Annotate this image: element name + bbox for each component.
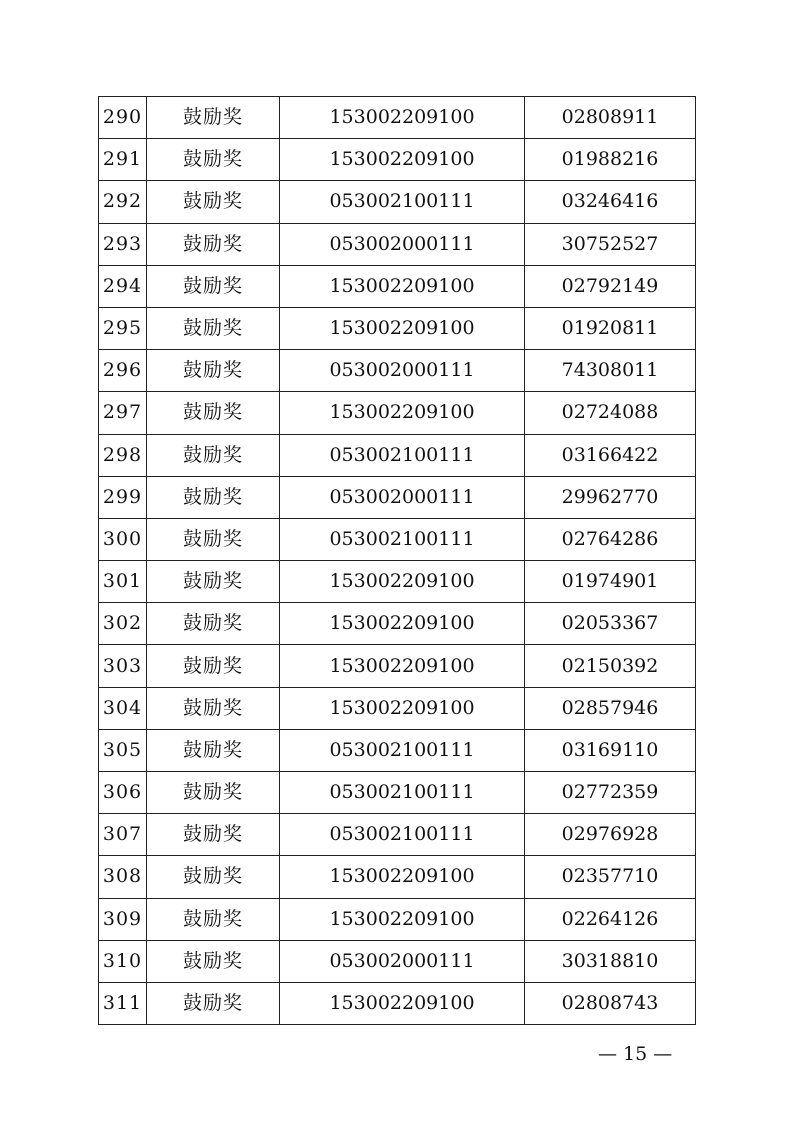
id-number-cell: 02357710: [525, 856, 696, 898]
row-number-cell: 298: [99, 434, 147, 476]
table-row: [99, 645, 696, 687]
code-cell: 053002000111: [280, 223, 525, 265]
row-number-cell: 293: [99, 223, 147, 265]
award-type-cell: 鼓励奖: [147, 982, 280, 1024]
code-cell: 053002100111: [280, 772, 525, 814]
award-type-cell: 鼓励奖: [147, 350, 280, 392]
id-number-cell: 02808743: [525, 982, 696, 1024]
table-row: [99, 181, 696, 223]
row-number-cell: 294: [99, 265, 147, 307]
table-row: [99, 940, 696, 982]
award-type-cell: 鼓励奖: [147, 181, 280, 223]
award-type-cell: 鼓励奖: [147, 265, 280, 307]
table-row: [99, 350, 696, 392]
award-type-cell: 鼓励奖: [147, 898, 280, 940]
table-row: [99, 687, 696, 729]
row-number-cell: 291: [99, 139, 147, 181]
id-number-cell: 02764286: [525, 518, 696, 560]
code-cell: 153002209100: [280, 898, 525, 940]
id-number-cell: 02808911: [525, 97, 696, 139]
row-number-cell: 306: [99, 772, 147, 814]
id-number-cell: 02150392: [525, 645, 696, 687]
code-cell: 053002100111: [280, 814, 525, 856]
code-cell: 153002209100: [280, 856, 525, 898]
award-type-cell: 鼓励奖: [147, 97, 280, 139]
row-number-cell: 299: [99, 476, 147, 518]
id-number-cell: 02053367: [525, 603, 696, 645]
code-cell: 153002209100: [280, 97, 525, 139]
table-row: [99, 139, 696, 181]
award-type-cell: 鼓励奖: [147, 772, 280, 814]
code-cell: 053002000111: [280, 350, 525, 392]
table-row: [99, 223, 696, 265]
id-number-cell: 30752527: [525, 223, 696, 265]
award-type-cell: 鼓励奖: [147, 307, 280, 349]
code-cell: 153002209100: [280, 561, 525, 603]
id-number-cell: 01974901: [525, 561, 696, 603]
row-number-cell: 292: [99, 181, 147, 223]
code-cell: 153002209100: [280, 139, 525, 181]
table-row: [99, 518, 696, 560]
code-cell: 153002209100: [280, 982, 525, 1024]
award-type-cell: 鼓励奖: [147, 603, 280, 645]
prize-table: [98, 96, 696, 1025]
code-cell: 153002209100: [280, 392, 525, 434]
award-type-cell: 鼓励奖: [147, 687, 280, 729]
code-cell: 153002209100: [280, 307, 525, 349]
code-cell: 153002209100: [280, 687, 525, 729]
table-row: [99, 603, 696, 645]
id-number-cell: 02857946: [525, 687, 696, 729]
code-cell: 153002209100: [280, 603, 525, 645]
award-type-cell: 鼓励奖: [147, 856, 280, 898]
award-type-cell: 鼓励奖: [147, 814, 280, 856]
id-number-cell: 29962770: [525, 476, 696, 518]
page-number: — 15 —: [598, 1043, 673, 1065]
id-number-cell: 02772359: [525, 772, 696, 814]
row-number-cell: 309: [99, 898, 147, 940]
row-number-cell: 297: [99, 392, 147, 434]
row-number-cell: 305: [99, 729, 147, 771]
table-row: [99, 307, 696, 349]
award-type-cell: 鼓励奖: [147, 476, 280, 518]
id-number-cell: 74308011: [525, 350, 696, 392]
row-number-cell: 308: [99, 856, 147, 898]
award-type-cell: 鼓励奖: [147, 434, 280, 476]
code-cell: 053002000111: [280, 476, 525, 518]
table-row: [99, 814, 696, 856]
id-number-cell: 01920811: [525, 307, 696, 349]
award-type-cell: 鼓励奖: [147, 940, 280, 982]
table-row: [99, 856, 696, 898]
award-type-cell: 鼓励奖: [147, 392, 280, 434]
id-number-cell: 01988216: [525, 139, 696, 181]
table-row: [99, 898, 696, 940]
table-row: [99, 97, 696, 139]
code-cell: 053002000111: [280, 940, 525, 982]
row-number-cell: 296: [99, 350, 147, 392]
id-number-cell: 30318810: [525, 940, 696, 982]
award-type-cell: 鼓励奖: [147, 139, 280, 181]
table-row: [99, 729, 696, 771]
table-row: [99, 772, 696, 814]
code-cell: 053002100111: [280, 518, 525, 560]
code-cell: 053002100111: [280, 434, 525, 476]
row-number-cell: 290: [99, 97, 147, 139]
row-number-cell: 302: [99, 603, 147, 645]
award-type-cell: 鼓励奖: [147, 729, 280, 771]
id-number-cell: 02792149: [525, 265, 696, 307]
row-number-cell: 295: [99, 307, 147, 349]
award-type-cell: 鼓励奖: [147, 518, 280, 560]
table-row: [99, 476, 696, 518]
award-type-cell: 鼓励奖: [147, 561, 280, 603]
table-row: [99, 561, 696, 603]
row-number-cell: 311: [99, 982, 147, 1024]
id-number-cell: 02976928: [525, 814, 696, 856]
table-row: [99, 434, 696, 476]
award-type-cell: 鼓励奖: [147, 645, 280, 687]
id-number-cell: 02724088: [525, 392, 696, 434]
code-cell: 053002100111: [280, 729, 525, 771]
id-number-cell: 02264126: [525, 898, 696, 940]
row-number-cell: 300: [99, 518, 147, 560]
id-number-cell: 03166422: [525, 434, 696, 476]
id-number-cell: 03169110: [525, 729, 696, 771]
table-row: [99, 982, 696, 1024]
code-cell: 153002209100: [280, 645, 525, 687]
award-type-cell: 鼓励奖: [147, 223, 280, 265]
row-number-cell: 307: [99, 814, 147, 856]
code-cell: 053002100111: [280, 181, 525, 223]
table-row: [99, 265, 696, 307]
row-number-cell: 301: [99, 561, 147, 603]
table-row: [99, 392, 696, 434]
prize-table-body: [99, 97, 696, 1025]
code-cell: 153002209100: [280, 265, 525, 307]
id-number-cell: 03246416: [525, 181, 696, 223]
row-number-cell: 303: [99, 645, 147, 687]
row-number-cell: 310: [99, 940, 147, 982]
row-number-cell: 304: [99, 687, 147, 729]
